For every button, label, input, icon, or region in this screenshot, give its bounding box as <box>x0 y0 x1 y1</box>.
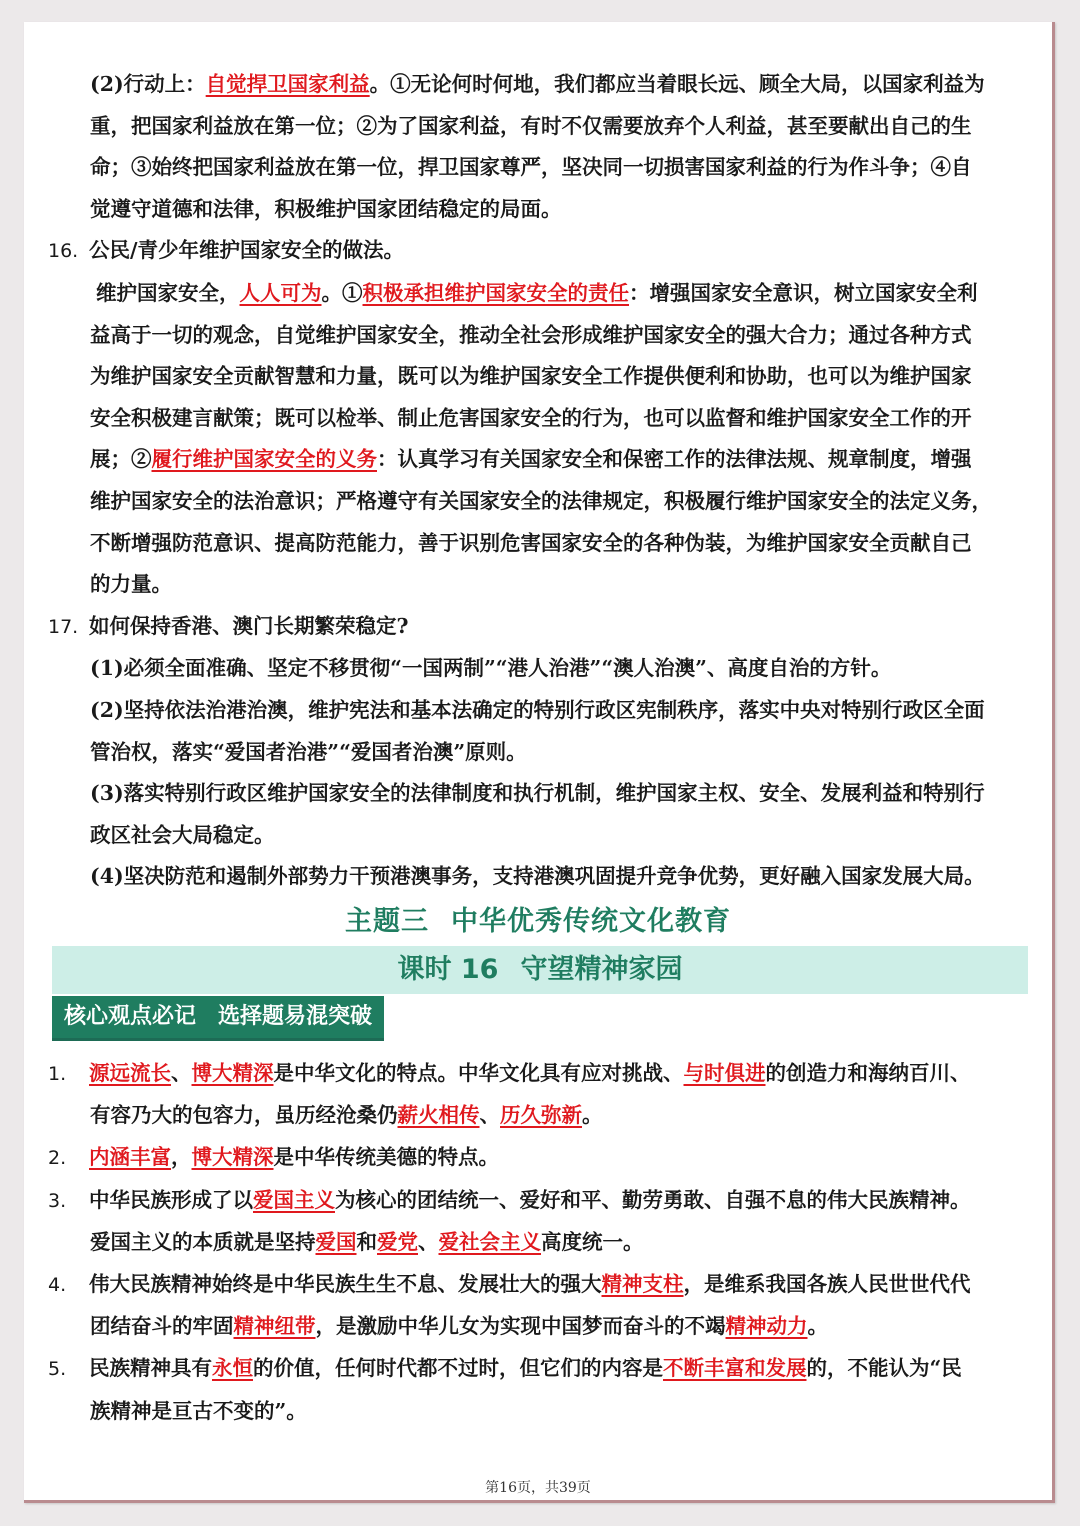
highlight: 源远流长 <box>89 1060 171 1085</box>
highlight: 不断丰富和发展 <box>663 1356 807 1381</box>
highlight: 精神纽带 <box>233 1314 316 1339</box>
item-16-line: 为维护国家安全贡献智慧和力量，既可以为维护国家安全工作提供便利和协助，也可以为维护国家 <box>90 364 972 389</box>
text: 爱国主义的本质就是坚持 <box>90 1230 316 1255</box>
text: 。 <box>582 1103 603 1128</box>
highlight: 爱社会主义 <box>438 1230 541 1255</box>
lesson-name: 守望精神家园 <box>520 953 683 985</box>
lesson-heading <box>52 946 1028 994</box>
text: 的价值，任何时代都不过时，但它们的内容是 <box>253 1356 663 1381</box>
point-1-line <box>24 1095 1052 1137</box>
highlight: 爱国 <box>315 1230 357 1255</box>
text: 是中华传统美德的特点。 <box>273 1145 499 1170</box>
item-16-line <box>24 273 1052 315</box>
item-17-point: 政区社会大局稳定。 <box>90 822 275 847</box>
text: 。 <box>807 1314 828 1339</box>
theme-label: 主题三 <box>345 905 429 937</box>
text: 有容乃大的包容力，虽历经沧桑仍 <box>90 1103 398 1128</box>
highlight: 永恒 <box>212 1356 253 1381</box>
text: 高度统一。 <box>541 1230 644 1255</box>
text: ，是维系我国各族人民世世代代 <box>683 1271 971 1296</box>
highlight: 内涵丰富 <box>89 1145 171 1170</box>
point-3 <box>24 1180 1052 1223</box>
highlight: 博大精深 <box>191 1145 274 1170</box>
paragraph-line: 觉遵守道德和法律，积极维护国家团结稳定的局面。 <box>90 196 562 221</box>
text: ， <box>171 1145 192 1170</box>
text: ：认真学习有关国家安全和保密工作的法律法规、规章制度，增强 <box>377 447 972 472</box>
item-17-title <box>24 606 1052 649</box>
item-16-line: 益高于一切的观念，自觉维护国家安全，推动全社会形成维护国家安全的强大合力；通过各种方式 <box>90 322 972 347</box>
lesson-label: 课时 16 <box>397 953 499 985</box>
point-4-line <box>24 1306 1052 1348</box>
text: 维护国家安全， <box>96 280 240 305</box>
item-16-line: 的力量。 <box>90 572 172 597</box>
highlight: 爱国主义 <box>253 1187 335 1212</box>
item-number: 4. <box>48 1273 67 1296</box>
text: 中华民族形成了以 <box>89 1187 253 1212</box>
item-16-line: 不断增强防范意识、提高防范能力，善于识别危害国家安全的各种伪装，为维护国家安全贡献自己 <box>90 530 972 555</box>
highlight: 精神支柱 <box>601 1271 684 1296</box>
text: 展；② <box>90 447 152 472</box>
text: 为核心的团结统一、爱好和平、勤劳勇敢、自强不息的伟大民族精神。 <box>335 1187 971 1212</box>
paragraph-action <box>24 64 1052 106</box>
item-title: 公民/青少年维护国家安全的做法。 <box>89 238 404 263</box>
theme-name: 中华优秀传统文化教育 <box>451 905 731 937</box>
section-tag <box>52 996 384 1041</box>
item-17-point: 管治权，落实“爱国者治港”“爱国者治澳”原则。 <box>90 739 527 764</box>
paragraph-line: 命；③始终把国家利益放在第一位，捍卫国家尊严，坚决同一切损害国家利益的行为作斗争；④自 <box>90 155 972 180</box>
page-content <box>24 22 1052 1432</box>
text: 的，不能认为“民 <box>806 1356 962 1381</box>
item-number: 17. <box>48 615 79 638</box>
text: 、 <box>418 1230 439 1255</box>
text: 团结奋斗的牢固 <box>90 1314 234 1339</box>
point-2 <box>24 1137 1052 1180</box>
item-17-point: (2)坚持依法治港治澳，维护宪法和基本法确定的特别行政区宪制秩序，落实中央对特别行政区全面 <box>90 697 985 722</box>
item-number: 5. <box>48 1358 67 1381</box>
item-17-point: (3)落实特别行政区维护国家安全的法律制度和执行机制，维护国家主权、安全、发展利益和特别行 <box>90 781 985 806</box>
text: 民族精神具有 <box>89 1356 212 1381</box>
item-number: 3. <box>48 1189 67 1212</box>
paragraph-line: 重，把国家利益放在第一位；②为了国家利益，有时不仅需要放弃个人利益，甚至要献出自己的生 <box>90 113 972 138</box>
point-4 <box>24 1264 1052 1307</box>
highlight: 积极承担维护国家安全的责任 <box>362 280 629 305</box>
point-1 <box>24 1053 1052 1096</box>
text: 。① <box>321 280 363 305</box>
text: 。①无论何时何地，我们都应当着眼长远、顾全大局，以国家利益为 <box>369 72 985 96</box>
item-16-line: 维护国家安全的法治意识；严格遵守有关国家安全的法律规定，积极履行维护国家安全的法定义务， <box>90 488 992 513</box>
text: (2)行动上： <box>90 72 206 96</box>
point-5-line: 族精神是亘古不变的”。 <box>90 1398 307 1423</box>
theme-heading <box>24 898 1052 946</box>
highlight: 履行维护国家安全的义务 <box>151 447 377 472</box>
document-page <box>24 22 1055 1503</box>
text: ：增强国家安全意识，树立国家安全利 <box>629 280 978 305</box>
text: 、 <box>171 1060 192 1085</box>
highlight: 历久弥新 <box>500 1103 582 1128</box>
item-17-point: (4)坚决防范和遏制外部势力干预港澳事务，支持港澳巩固提升竞争优势，更好融入国家发展大局。 <box>90 864 985 889</box>
tag-left: 核心观点必记 <box>64 1003 197 1029</box>
highlight: 爱党 <box>377 1230 418 1255</box>
tag-right: 选择题易混突破 <box>218 1003 373 1029</box>
highlight: 薪火相传 <box>397 1103 480 1128</box>
text: 和 <box>356 1230 377 1255</box>
text: 是中华文化的特点。中华文化具有应对挑战、 <box>273 1060 684 1085</box>
text: ，是激励中华儿女为实现中国梦而奋斗的不竭 <box>315 1314 726 1339</box>
item-number: 16. <box>48 240 79 263</box>
item-number: 2. <box>48 1147 67 1170</box>
item-16-line <box>24 439 1052 481</box>
highlight: 自觉捍卫国家利益 <box>205 72 370 96</box>
highlight: 精神动力 <box>725 1314 808 1339</box>
text: 的创造力和海纳百川、 <box>765 1060 971 1085</box>
item-title: 如何保持香港、澳门长期繁荣稳定? <box>89 613 409 638</box>
highlight: 人人可为 <box>239 280 322 305</box>
text: 、 <box>479 1103 500 1128</box>
item-16-line: 安全积极建言献策；既可以检举、制止危害国家安全的行为，也可以监督和维护国家安全工作的开 <box>90 405 972 430</box>
highlight: 与时俱进 <box>683 1060 766 1085</box>
highlight: 博大精深 <box>191 1060 274 1085</box>
text: 伟大民族精神始终是中华民族生生不息、发展壮大的强大 <box>89 1271 602 1296</box>
page-footer: 第16页，共39页 <box>485 1480 591 1496</box>
point-3-line <box>24 1222 1052 1264</box>
point-5 <box>24 1348 1052 1391</box>
item-17-point: (1)必须全面准确、坚定不移贯彻“一国两制”“港人治港”“澳人治澳”、高度自治的方针。 <box>90 656 892 681</box>
item-16-title <box>24 230 1052 273</box>
item-number: 1. <box>48 1062 67 1085</box>
